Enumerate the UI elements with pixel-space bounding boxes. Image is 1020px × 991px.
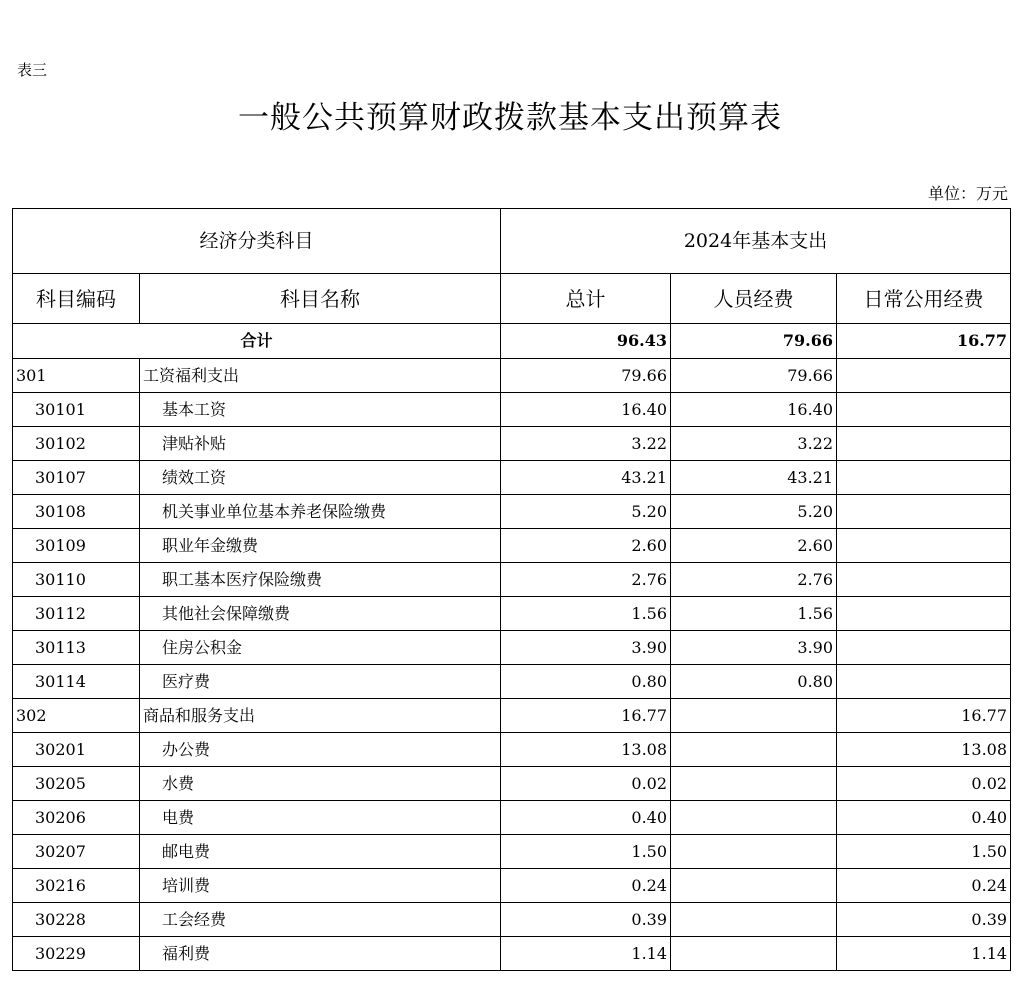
table-row	[13, 495, 1011, 529]
table-row	[13, 767, 1011, 801]
row-name: 住房公积金	[140, 631, 501, 665]
row-public	[837, 563, 1011, 597]
header-total: 总计	[501, 274, 671, 324]
row-total: 0.24	[501, 869, 671, 903]
row-public	[837, 631, 1011, 665]
row-personnel	[671, 869, 837, 903]
header-personnel: 人员经费	[671, 274, 837, 324]
row-code: 30108	[13, 495, 140, 529]
row-personnel	[671, 937, 837, 971]
row-personnel	[671, 733, 837, 767]
table-row	[13, 427, 1011, 461]
budget-table	[12, 208, 1011, 971]
header-name: 科目名称	[140, 274, 501, 324]
row-code: 30102	[13, 427, 140, 461]
row-personnel: 16.40	[671, 393, 837, 427]
row-public	[837, 665, 1011, 699]
table-row	[13, 563, 1011, 597]
header-public: 日常公用经费	[837, 274, 1011, 324]
unit-label: 单位：万元	[927, 184, 1008, 203]
row-personnel	[671, 903, 837, 937]
total-public: 16.77	[837, 324, 1011, 359]
total-row	[13, 324, 1011, 359]
row-personnel	[671, 835, 837, 869]
row-public: 1.50	[837, 835, 1011, 869]
row-name: 医疗费	[140, 665, 501, 699]
row-public: 13.08	[837, 733, 1011, 767]
row-personnel: 1.56	[671, 597, 837, 631]
row-code: 30205	[13, 767, 140, 801]
row-code: 30207	[13, 835, 140, 869]
table-row	[13, 597, 1011, 631]
row-personnel	[671, 801, 837, 835]
row-code: 30216	[13, 869, 140, 903]
row-total: 0.80	[501, 665, 671, 699]
total-label: 合计	[13, 324, 501, 359]
row-total: 1.14	[501, 937, 671, 971]
row-name: 津贴补贴	[140, 427, 501, 461]
table-row	[13, 903, 1011, 937]
header-row-groups	[13, 209, 1011, 274]
header-row-columns	[13, 274, 1011, 324]
table-row	[13, 937, 1011, 971]
row-total: 43.21	[501, 461, 671, 495]
row-total: 13.08	[501, 733, 671, 767]
row-total: 0.40	[501, 801, 671, 835]
page-title: 一般公共预算财政拨款基本支出预算表	[238, 100, 782, 136]
row-total: 3.22	[501, 427, 671, 461]
row-name: 其他社会保障缴费	[140, 597, 501, 631]
row-code: 30229	[13, 937, 140, 971]
table-row	[13, 529, 1011, 563]
table-row	[13, 869, 1011, 903]
row-public	[837, 359, 1011, 393]
row-name: 职工基本医疗保险缴费	[140, 563, 501, 597]
row-total: 0.02	[501, 767, 671, 801]
row-personnel: 2.60	[671, 529, 837, 563]
row-personnel: 0.80	[671, 665, 837, 699]
table-row	[13, 665, 1011, 699]
row-public	[837, 495, 1011, 529]
row-name: 电费	[140, 801, 501, 835]
row-code: 30201	[13, 733, 140, 767]
row-total: 3.90	[501, 631, 671, 665]
row-code: 302	[13, 699, 140, 733]
row-name: 绩效工资	[140, 461, 501, 495]
row-public: 0.40	[837, 801, 1011, 835]
row-name: 水费	[140, 767, 501, 801]
row-name: 工资福利支出	[140, 359, 501, 393]
row-personnel: 3.90	[671, 631, 837, 665]
row-public	[837, 597, 1011, 631]
row-public: 0.24	[837, 869, 1011, 903]
header-code: 科目编码	[13, 274, 140, 324]
row-code: 30228	[13, 903, 140, 937]
row-name: 机关事业单位基本养老保险缴费	[140, 495, 501, 529]
header-economic-classification: 经济分类科目	[13, 209, 501, 274]
row-personnel: 5.20	[671, 495, 837, 529]
table-row	[13, 699, 1011, 733]
row-personnel	[671, 699, 837, 733]
row-total: 0.39	[501, 903, 671, 937]
row-public	[837, 427, 1011, 461]
row-personnel: 3.22	[671, 427, 837, 461]
row-name: 工会经费	[140, 903, 501, 937]
header-year-basic-expenditure: 2024年基本支出	[501, 209, 1011, 274]
row-name: 福利费	[140, 937, 501, 971]
row-public: 1.14	[837, 937, 1011, 971]
table-row	[13, 733, 1011, 767]
total-total: 96.43	[501, 324, 671, 359]
row-code: 30112	[13, 597, 140, 631]
row-public	[837, 461, 1011, 495]
row-total: 1.56	[501, 597, 671, 631]
row-name: 邮电费	[140, 835, 501, 869]
row-name: 商品和服务支出	[140, 699, 501, 733]
table-row	[13, 835, 1011, 869]
row-total: 2.60	[501, 529, 671, 563]
row-total: 5.20	[501, 495, 671, 529]
row-personnel	[671, 767, 837, 801]
row-code: 301	[13, 359, 140, 393]
total-personnel: 79.66	[671, 324, 837, 359]
row-total: 79.66	[501, 359, 671, 393]
row-public	[837, 393, 1011, 427]
row-name: 职业年金缴费	[140, 529, 501, 563]
row-code: 30113	[13, 631, 140, 665]
row-code: 30109	[13, 529, 140, 563]
row-total: 2.76	[501, 563, 671, 597]
row-name: 培训费	[140, 869, 501, 903]
row-personnel: 2.76	[671, 563, 837, 597]
row-name: 办公费	[140, 733, 501, 767]
table-row	[13, 359, 1011, 393]
row-public	[837, 529, 1011, 563]
row-public: 0.39	[837, 903, 1011, 937]
table-row	[13, 801, 1011, 835]
row-personnel: 79.66	[671, 359, 837, 393]
row-code: 30206	[13, 801, 140, 835]
table-row	[13, 393, 1011, 427]
row-total: 16.40	[501, 393, 671, 427]
row-name: 基本工资	[140, 393, 501, 427]
table-row	[13, 631, 1011, 665]
row-total: 16.77	[501, 699, 671, 733]
row-personnel: 43.21	[671, 461, 837, 495]
row-total: 1.50	[501, 835, 671, 869]
row-code: 30114	[13, 665, 140, 699]
row-code: 30101	[13, 393, 140, 427]
row-public: 0.02	[837, 767, 1011, 801]
row-public: 16.77	[837, 699, 1011, 733]
row-code: 30107	[13, 461, 140, 495]
table-row	[13, 461, 1011, 495]
row-code: 30110	[13, 563, 140, 597]
table-label: 表三	[17, 61, 48, 79]
